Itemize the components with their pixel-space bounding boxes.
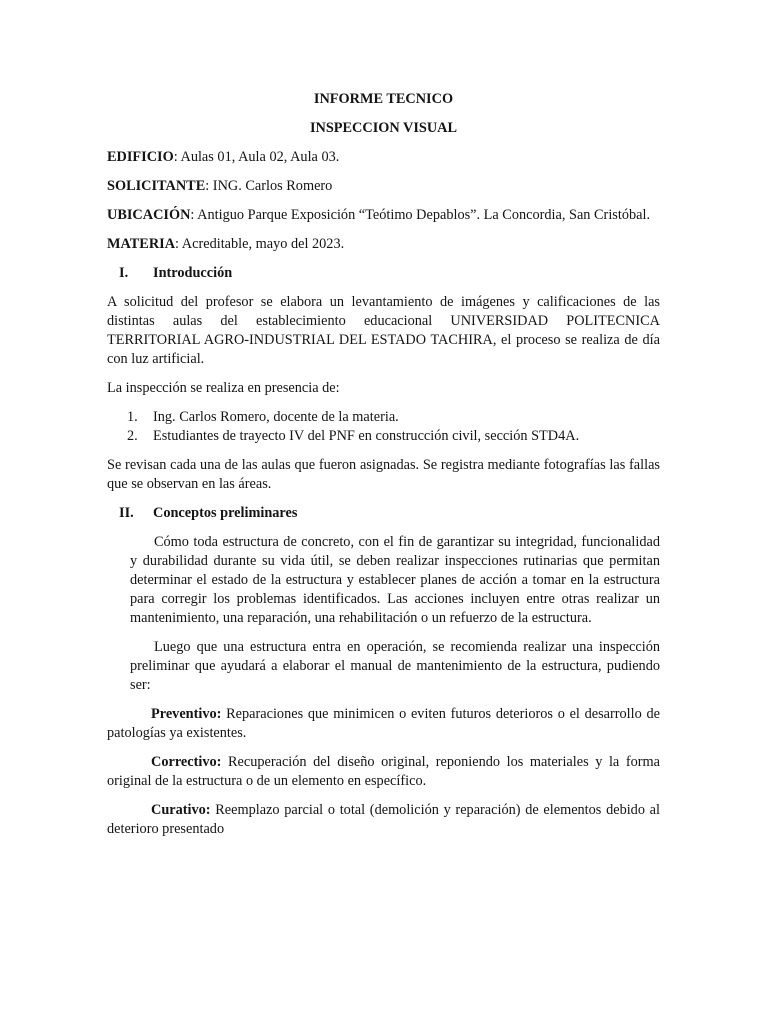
list-number: 2.	[127, 428, 138, 444]
field-materia	[107, 235, 660, 254]
concepts-paragraph-1: Cómo toda estructura de concreto, con el fin de garantizar su integridad, funcionalidad y durabilidad durante su vida útil, se deben realizar inspecciones rutinarias que permitan determinar el estado de la estructura y establecer planes de acción a tomar en la estructura para corregir los problemas identificados. Las acciones incluyen entre otras realizar un mantenimiento, una reparación, una rehabilitación o un refuerzo de la estructura.	[130, 534, 660, 626]
document-subtitle: INSPECCION VISUAL	[309, 120, 458, 136]
section-number: II.	[119, 505, 134, 521]
section-heading-conceptos	[107, 504, 660, 523]
definition-text: Recuperación del diseño original, reponiendo los materiales y la forma original de la estructura o de un elemento en específico.	[107, 754, 660, 789]
document-body	[107, 90, 660, 849]
list-text: Ing. Carlos Romero, docente de la materia.	[153, 409, 399, 425]
field-value: : ING. Carlos Romero	[205, 178, 333, 194]
field-value: : Acreditable, mayo del 2023.	[175, 236, 345, 252]
field-ubicacion	[107, 206, 660, 225]
definition-text: Reparaciones que minimicen o eviten futuros deterioros o el desarrollo de patologías ya existentes.	[107, 706, 660, 741]
definition-label: Preventivo:	[151, 706, 222, 722]
concepts-block	[130, 533, 660, 695]
field-label: SOLICITANTE	[107, 178, 206, 194]
section-heading-introduccion	[107, 264, 660, 283]
field-edificio	[107, 148, 660, 167]
definition-curativo	[107, 801, 660, 839]
definition-preventivo	[107, 705, 660, 743]
definition-text: Reemplazo parcial o total (demolición y reparación) de elementos debido al deterioro presentado	[107, 802, 660, 837]
definition-label: Correctivo:	[151, 754, 222, 770]
field-value: : Antiguo Parque Exposición “Teótimo Depablos”. La Concordia, San Cristóbal.	[190, 207, 651, 223]
intro-paragraph: A solicitud del profesor se elabora un levantamiento de imágenes y calificaciones de las distintas aulas del establecimiento educacional UNIVERSIDAD POLITECNICA TERRITORIAL AGRO-INDUSTRIAL DEL ESTADO TACHIRA, el proceso se realiza de día con luz artificial.	[107, 294, 660, 367]
concepts-paragraph-2: Luego que una estructura entra en operación, se recomienda realizar una inspección preliminar que ayudará a elaborar el manual de mantenimiento de la estructura, pudiendo ser:	[130, 639, 660, 693]
definition-correctivo	[107, 753, 660, 791]
definition-label: Curativo:	[151, 802, 211, 818]
document-title: INFORME TECNICO	[313, 91, 454, 107]
list-item	[107, 408, 660, 427]
list-item	[107, 427, 660, 446]
review-paragraph: Se revisan cada una de las aulas que fueron asignadas. Se registra mediante fotografías las fallas que se observan en las áreas.	[107, 457, 660, 492]
field-solicitante	[107, 177, 660, 196]
field-value: : Aulas 01, Aula 02, Aula 03.	[173, 149, 340, 165]
attendees-list	[107, 408, 660, 446]
field-label: MATERIA	[107, 236, 176, 252]
field-label: EDIFICIO	[107, 149, 174, 165]
list-number: 1.	[127, 409, 138, 425]
list-text: Estudiantes de trayecto IV del PNF en construcción civil, sección STD4A.	[153, 428, 580, 444]
presence-paragraph: La inspección se realiza en presencia de:	[107, 380, 340, 396]
section-number: I.	[119, 265, 129, 281]
section-title: Introducción	[153, 265, 233, 281]
field-label: UBICACIÓN	[107, 207, 191, 223]
section-title: Conceptos preliminares	[153, 505, 298, 521]
